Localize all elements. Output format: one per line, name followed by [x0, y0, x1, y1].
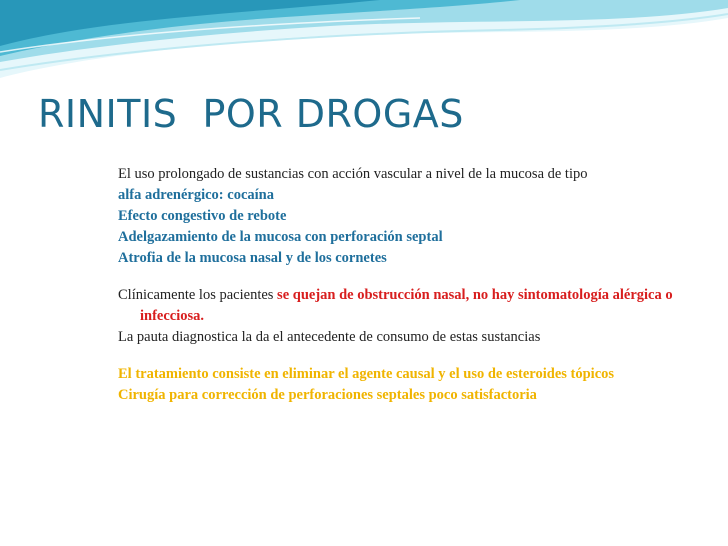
- text-line: La pauta diagnostica la da el antecedente de consumo de estas sustancias: [118, 329, 541, 345]
- text-line: alfa adrenérgico: cocaína: [118, 187, 274, 203]
- text-segment-highlight: se quejan de obstrucción nasal, no hay sintomatología alérgica o infecciosa.: [140, 287, 673, 324]
- text-line: Adelgazamiento de la mucosa con perforación septal: [118, 229, 443, 245]
- text-line: Efecto congestivo de rebote: [118, 208, 287, 224]
- text-line: El tratamiento consiste en eliminar el agente causal y el uso de esteroides tópicos: [118, 366, 615, 382]
- text-segment: Clínicamente los pacientes: [118, 287, 278, 303]
- text-line: Cirugía para corrección de perforaciones septales poco satisfactoria: [118, 387, 537, 403]
- text-line: El uso prolongado de sustancias con acción vascular a nivel de la mucosa de tipo: [118, 166, 588, 182]
- text-line: Atrofia de la mucosa nasal y de los cornetes: [118, 250, 387, 266]
- slide-body: [118, 164, 708, 406]
- header-wave-decoration: [0, 0, 728, 90]
- text-paragraph: [118, 285, 708, 327]
- slide-title: RINITIS POR DROGAS: [38, 92, 464, 136]
